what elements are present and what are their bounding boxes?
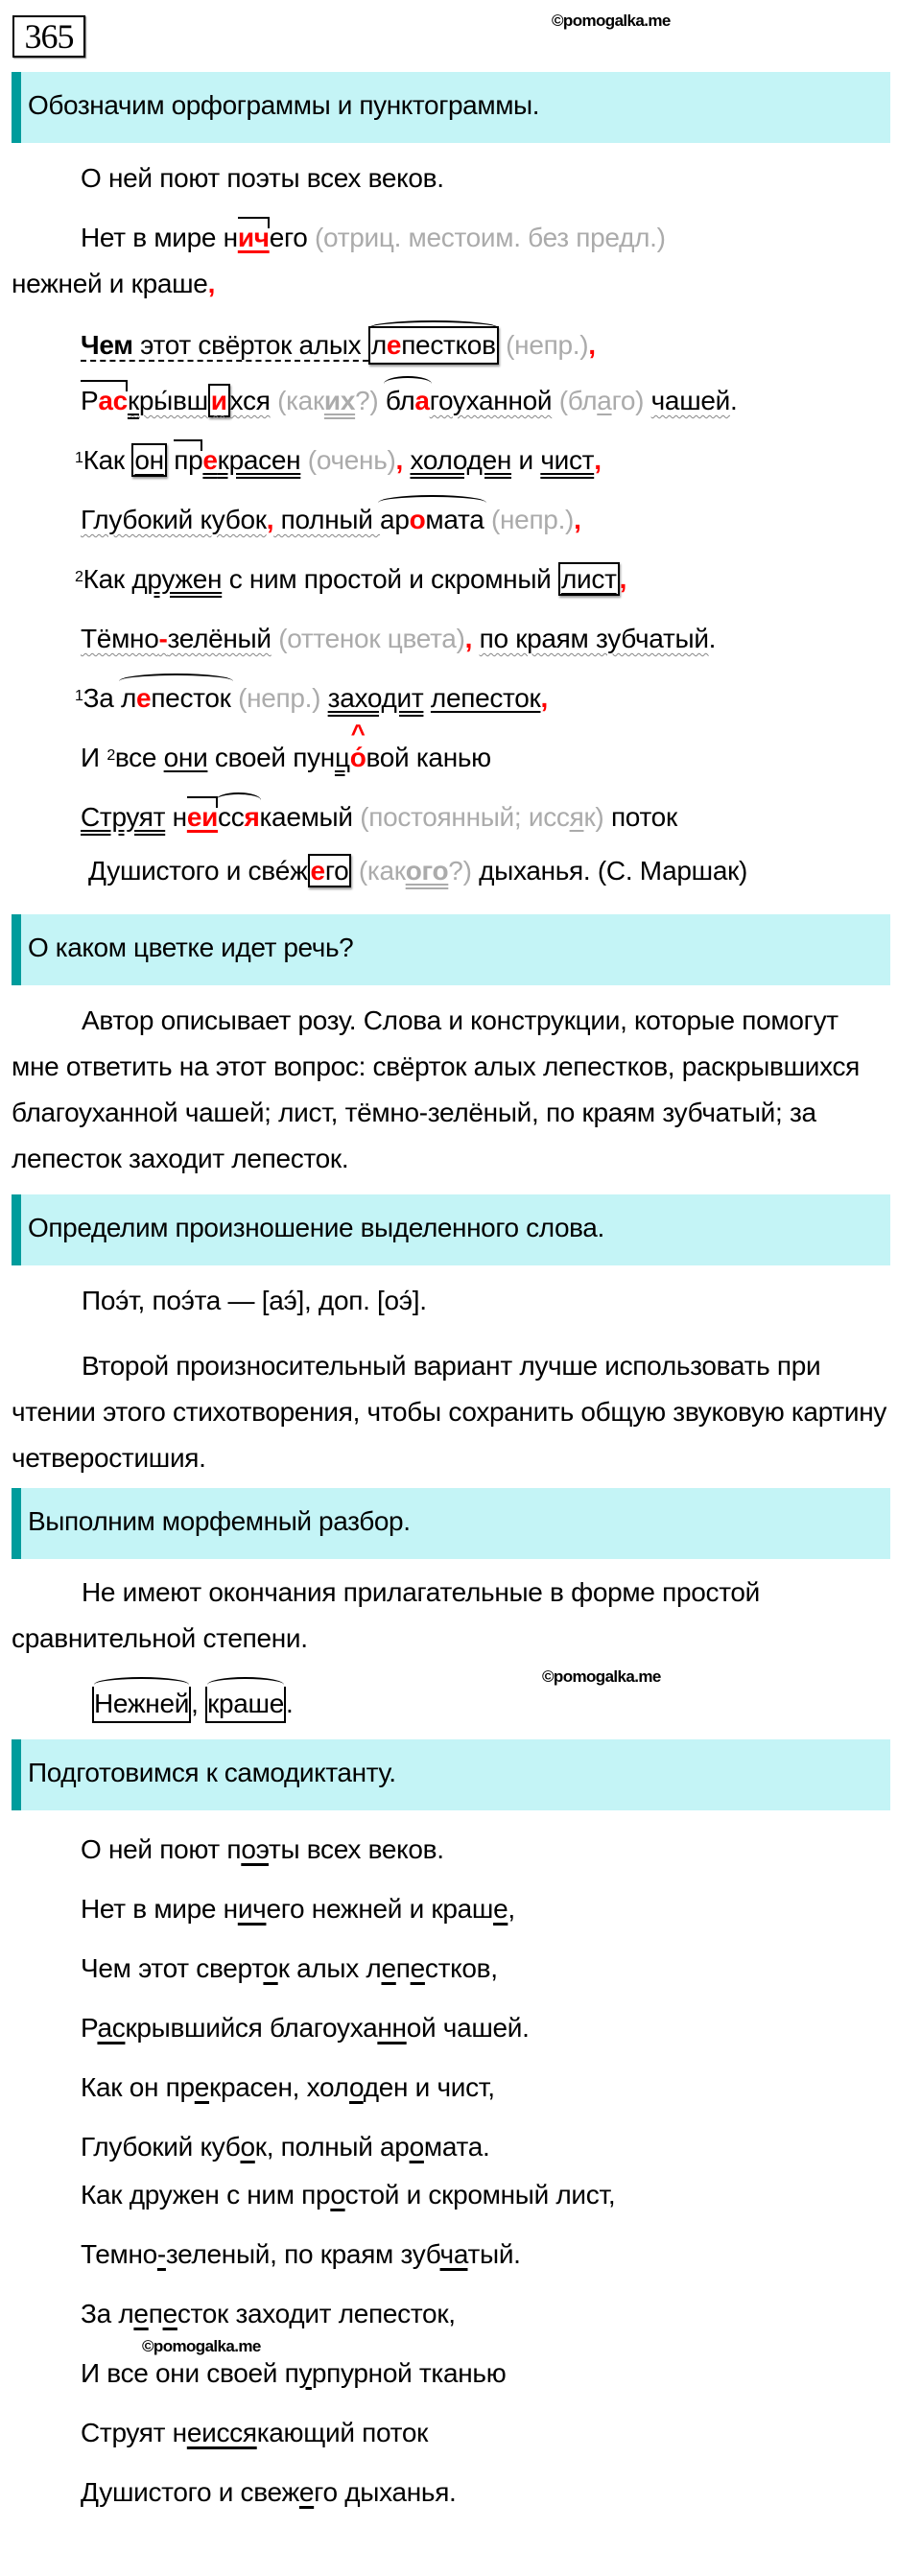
poem-line-4: Раскры́вш и хся (каких?) благоуханной (благо) чашей. [81, 384, 737, 418]
poem-line-3 [81, 326, 596, 365]
dictation-line: Как дружен с ним простой и скромный лист, [81, 2180, 616, 2210]
text: его [269, 223, 308, 252]
poem-line-2-cont [12, 267, 215, 301]
section-heading-pronunciation [12, 1194, 890, 1265]
text: О ней поют поэты всех веков. [81, 163, 444, 193]
punctogram-comma: , [207, 269, 216, 298]
dictation-line: Раскрывшийся благоуханной чашей. [81, 2013, 530, 2043]
heading-text: Определим произношение выделенного слова. [28, 1213, 604, 1242]
poem-line-1 [81, 161, 444, 196]
note: (отриц. местоим. без предл.) [307, 223, 666, 252]
dictation-line: И все они своей пурпурной тканью [81, 2358, 507, 2388]
poem-line-8: Тёмно-зелёный (оттенок цвета), по краям зубчатый. [81, 624, 717, 653]
prefix-mark: Рас [81, 384, 128, 418]
poem-line-6: Глубокий кубок, полный аромата (непр.), [81, 503, 581, 537]
text: этот свёрток алых [132, 330, 368, 360]
section-heading-dictation [12, 1739, 890, 1810]
morpheme-paragraph: Не имеют окончания прилагательные в форме простой сравнительной степени. [12, 1577, 761, 1653]
text: нежней и краше [12, 269, 208, 298]
morpheme-words: Нежней, краше. [92, 1687, 293, 1723]
dictation-line: Душистого и свежего дыханья. [81, 2477, 457, 2507]
dictation-line: Темно-зеленый, по краям зубчатый. [81, 2239, 521, 2269]
section-heading-orthograms [12, 72, 890, 143]
poem-line-11: Струят неиссякаемый (постоянный; иссяк) поток [81, 800, 677, 835]
answer-paragraph: Автор описывает розу. Слова и конструкции, которые помогут мне ответить на этот вопрос: свёрток алых лепестков, раскрывшихся благоуханной чашей; лист, тёмно-зелёный, по краям зубчатый; за лепесток заходит лепесток. [12, 1005, 861, 1173]
dictation-line: За лепесток заходит лепесток, [81, 2299, 456, 2328]
poem-line-10: И $^2$все они своей пунц^ о́вой канью [81, 741, 491, 775]
pronunciation-line: Поэ́т, поэ́та — [аэ́], доп. [оэ́]. [82, 1286, 427, 1315]
text: Нет в мире н [81, 223, 238, 252]
pronunciation-paragraph: Второй произносительный вариант лучше использовать при чтении этого стихотворения, чтобы сохранить общую звуковую картину четверостишия. [12, 1351, 887, 1473]
heading-text: Обозначим орфограммы и пунктограммы. [28, 90, 540, 120]
poem-line-7: $^2$Как дружен с ним простой и скромный лист , [75, 564, 627, 594]
watermark: ©pomogalka.me [542, 1667, 661, 1686]
heading-text: О каком цветке идет речь? [28, 933, 354, 962]
subject-box: лист [558, 562, 620, 596]
section-heading-morpheme [12, 1488, 890, 1559]
dictation-line: Чем этот сверток алых лепестков, [81, 1953, 498, 1983]
poem-line-9: $^1$За лепесток (непр.) заходит лепесток, [75, 681, 548, 716]
morpheme-word-krashe: краше [205, 1687, 286, 1723]
exercise-number: 365 [12, 15, 85, 58]
punctogram-comma: , [588, 330, 596, 360]
section-heading-flower [12, 914, 890, 985]
heading-text: Выполним морфемный разбор. [28, 1506, 411, 1536]
dictation-line: Глубокий кубок, полный аромата. [81, 2132, 490, 2162]
dictation-line: О ней поют поэты всех веков. [81, 1834, 444, 1864]
note: (непр.) [498, 330, 589, 360]
poem-line-12: Душистого и свéж его (какого?) дыханья. (С. Маршак) [88, 856, 748, 886]
subject-box: он [131, 443, 166, 477]
root-box: лепестков [368, 326, 499, 365]
morpheme-word-nezhnei: Нежней [92, 1687, 191, 1723]
poem-line-2 [81, 221, 666, 255]
dictation-line: Как он прекрасен, холоден и чист, [81, 2072, 495, 2102]
text: Чем [81, 330, 133, 360]
dictation-line: Струят неиссякающий поток [81, 2418, 429, 2447]
heading-text: Подготовимся к самодиктанту. [28, 1758, 396, 1787]
orthogram-highlight: ич [238, 221, 270, 255]
dictation-line: Нет в мире ничего нежней и краше, [81, 1894, 515, 1924]
watermark: ©pomogalka.me [552, 12, 671, 30]
ending-box: и [208, 384, 230, 417]
watermark: ©pomogalka.me [142, 2337, 261, 2355]
suffix-mark: ^ о́ [350, 741, 366, 775]
poem-line-5: $^1$Как он прекрасен (очень), холоден и чист, [75, 443, 602, 478]
